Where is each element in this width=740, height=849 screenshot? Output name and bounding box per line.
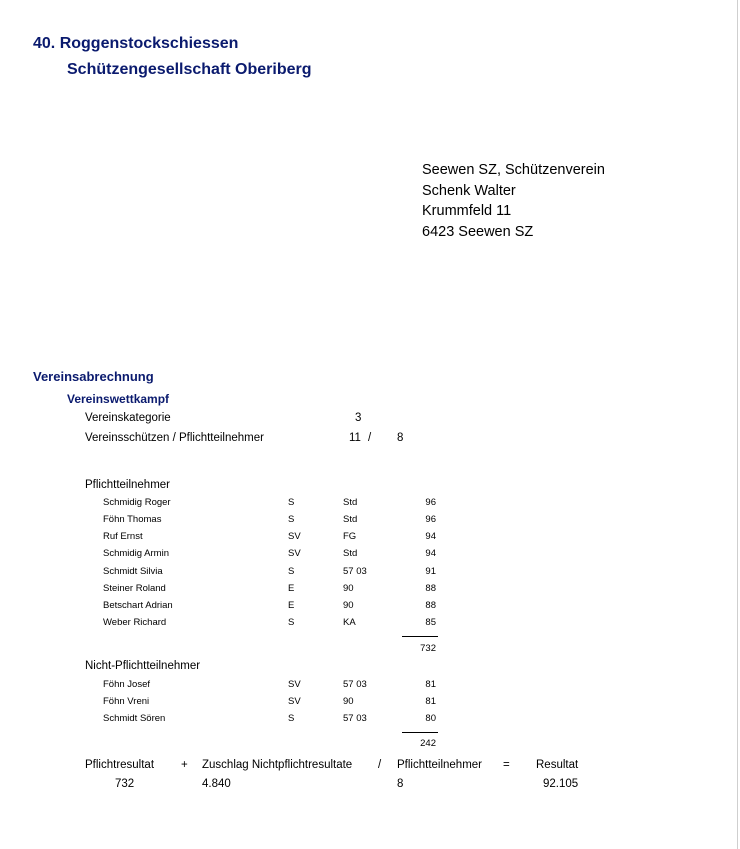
table-row	[0, 679, 740, 696]
participant-category: SV	[288, 531, 301, 542]
participant-category: S	[288, 497, 295, 508]
formula-participants-value: 8	[397, 778, 404, 790]
shooters-slash: /	[368, 432, 372, 444]
participant-points: 81	[425, 696, 436, 707]
table-row	[0, 617, 740, 634]
participant-category: SV	[288, 679, 301, 690]
participant-category: S	[288, 514, 295, 525]
participant-points: 94	[425, 548, 436, 559]
formula-plus: +	[181, 759, 188, 771]
participant-name: Föhn Josef	[103, 679, 150, 690]
participant-weapon: Std	[343, 497, 358, 508]
organizer-title: Schützengesellschaft Oberiberg	[67, 61, 312, 78]
participant-weapon: FG	[343, 531, 357, 542]
participant-name: Schmidig Roger	[103, 497, 171, 508]
participant-name: Weber Richard	[103, 617, 167, 628]
table-row	[0, 497, 740, 514]
address-line: Krummfeld 11	[422, 203, 512, 219]
participant-weapon: 57 03	[343, 566, 367, 577]
mandatory-title: Pflichtteilnehmer	[85, 479, 171, 491]
formula-final-value: 92.105	[543, 778, 579, 790]
mandatory-count: 8	[397, 432, 404, 444]
participant-weapon: 90	[343, 600, 354, 611]
formula-equals: =	[503, 759, 510, 771]
formula-final-label: Resultat	[536, 759, 579, 771]
participant-weapon: 57 03	[343, 679, 367, 690]
participant-category: SV	[288, 548, 301, 559]
table-row	[0, 713, 740, 730]
sum-rule	[402, 636, 438, 637]
address-line: Schenk Walter	[422, 182, 516, 199]
table-row	[0, 696, 740, 713]
participant-weapon: KA	[343, 617, 356, 628]
participant-points: 81	[425, 679, 436, 690]
table-row	[0, 583, 740, 600]
participant-name: Betschart Adrian	[103, 600, 173, 611]
participant-category: E	[288, 600, 295, 611]
participant-category: S	[288, 713, 295, 724]
participant-name: Steiner Roland	[103, 583, 166, 594]
address-line: Seewen SZ, Schützenverein	[422, 162, 605, 178]
formula-result-label: Pflichtresultat	[85, 759, 155, 771]
table-row	[0, 600, 740, 617]
shooters-label: Vereinsschützen / Pflichtteilnehmer	[85, 432, 264, 444]
participant-weapon: 57 03	[343, 713, 367, 724]
category-value: 3	[355, 412, 362, 424]
shooters-count: 11	[349, 432, 361, 444]
participant-name: Schmidig Armin	[103, 548, 169, 559]
participant-weapon: 90	[343, 696, 354, 707]
category-label: Vereinskategorie	[85, 412, 171, 424]
participant-points: 96	[425, 497, 436, 508]
sum-rule	[402, 732, 438, 733]
participant-name: Schmidt Silvia	[103, 566, 163, 577]
formula-divide: /	[378, 759, 382, 771]
section-subtitle: Vereinswettkampf	[67, 392, 170, 406]
non-mandatory-title: Nicht-Pflichtteilnehmer	[85, 660, 201, 672]
participant-weapon: Std	[343, 548, 358, 559]
address-line: 6423 Seewen SZ	[422, 223, 534, 240]
formula-result-value: 732	[115, 778, 135, 790]
participant-points: 88	[425, 600, 436, 611]
participant-category: E	[288, 583, 295, 594]
formula-bonus-label: Zuschlag Nichtpflichtresultate	[202, 759, 353, 771]
participant-points: 96	[425, 514, 436, 525]
participant-category: S	[288, 617, 295, 628]
non-mandatory-total: 242	[420, 738, 436, 749]
participant-name: Föhn Thomas	[103, 514, 162, 525]
participant-category: S	[288, 566, 295, 577]
address-block	[422, 160, 605, 242]
table-row	[0, 531, 740, 548]
formula-participants-label: Pflichtteilnehmer	[397, 759, 483, 771]
participant-category: SV	[288, 696, 301, 707]
table-row	[0, 514, 740, 531]
participant-weapon: 90	[343, 583, 354, 594]
participant-name: Schmidt Sören	[103, 713, 166, 724]
participant-points: 94	[425, 531, 436, 542]
formula-bonus-value: 4.840	[202, 778, 231, 790]
participant-name: Ruf Ernst	[103, 531, 143, 542]
participant-points: 91	[425, 566, 436, 577]
mandatory-total: 732	[420, 643, 436, 654]
participant-name: Föhn Vreni	[103, 696, 150, 707]
section-title: Vereinsabrechnung	[33, 369, 154, 384]
participant-points: 88	[425, 583, 436, 594]
participant-weapon: Std	[343, 514, 358, 525]
participant-points: 80	[425, 713, 436, 724]
event-title: 40. Roggenstockschiessen	[33, 35, 239, 52]
table-row	[0, 548, 740, 565]
table-row	[0, 566, 740, 583]
participant-points: 85	[425, 617, 436, 628]
